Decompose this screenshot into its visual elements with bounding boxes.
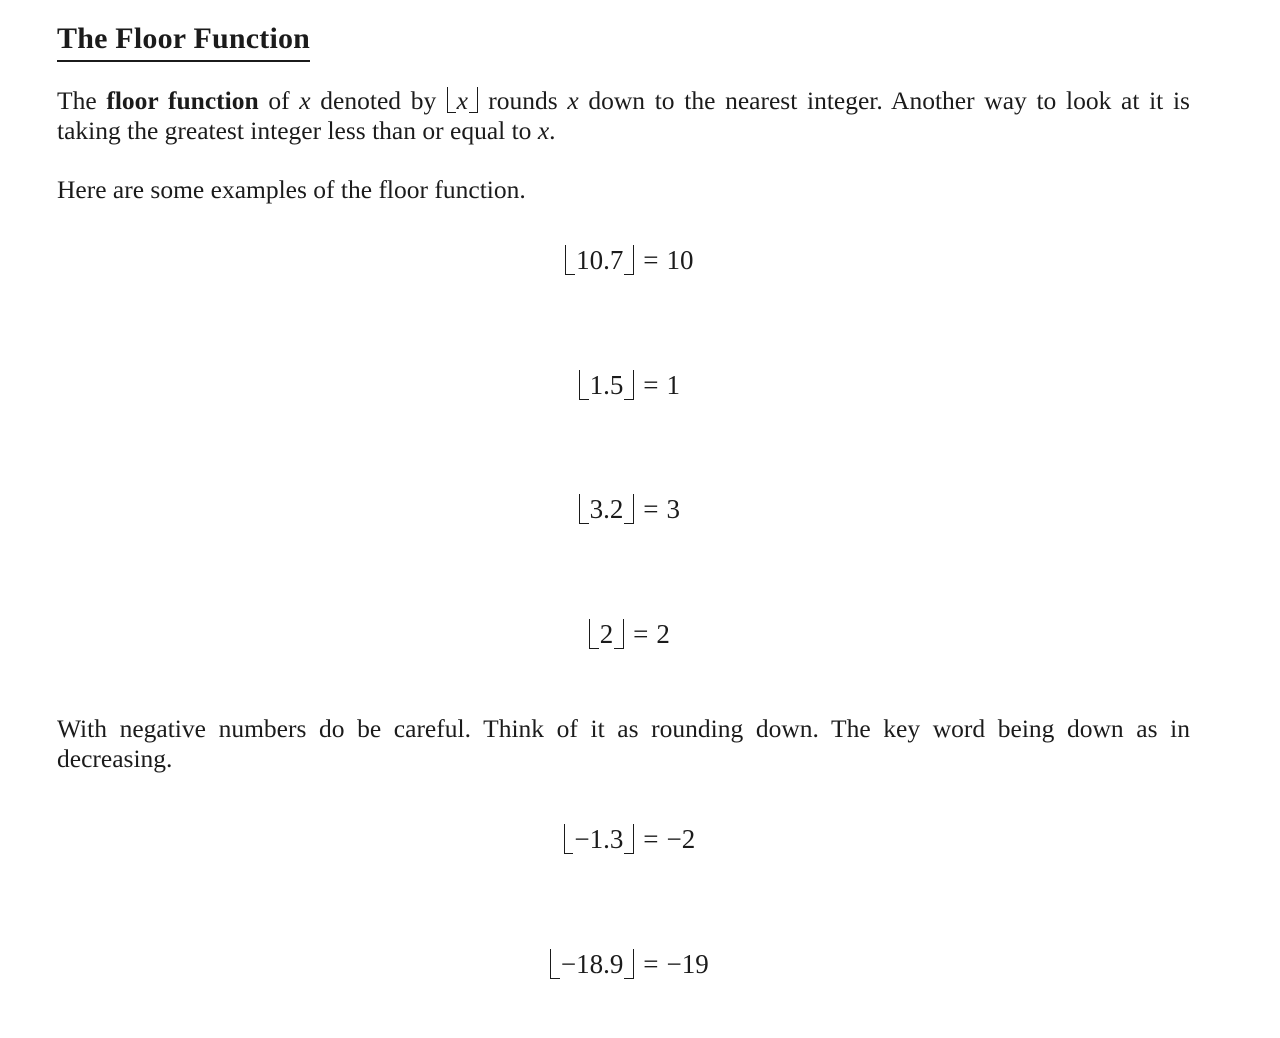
right-floor-bracket-icon <box>624 245 634 275</box>
display-equation <box>0 619 1280 649</box>
paragraph-negatives: With negative numbers do be careful. Think of it as rounding down. The key word being down as in decreasing. <box>57 714 1190 774</box>
right-floor-bracket-icon <box>624 494 634 524</box>
floor-argument: −1.3 <box>574 823 624 854</box>
display-equation <box>0 824 1280 854</box>
relation-symbol: = <box>643 948 659 979</box>
left-floor-bracket-icon <box>550 949 560 979</box>
display-equation <box>0 245 1280 275</box>
equation-content <box>549 949 709 979</box>
equation-content <box>588 619 670 649</box>
equation-result: 1 <box>666 369 681 400</box>
inline-floor-argument: x <box>456 85 468 115</box>
floor-argument: 1.5 <box>589 369 624 400</box>
equation-content <box>563 824 696 854</box>
equation-result: 3 <box>666 493 681 524</box>
right-floor-bracket-icon <box>624 949 634 979</box>
floor-notation <box>578 494 635 524</box>
floor-argument: 3.2 <box>589 493 624 524</box>
intro-text-2: of <box>258 85 300 115</box>
left-floor-bracket-icon <box>589 619 599 649</box>
intro-text-5: down to the nearest integer. Another way to look at it is taking the greatest integer less than or equal to <box>57 85 1190 145</box>
display-equation <box>0 949 1280 979</box>
left-floor-bracket-icon <box>579 494 589 524</box>
floor-argument: −18.9 <box>560 948 624 979</box>
intro-bold-term: floor function <box>106 85 259 115</box>
math-variable-x-2: x <box>567 85 579 115</box>
left-floor-bracket-icon <box>579 370 589 400</box>
floor-notation <box>564 245 635 275</box>
floor-notation <box>588 619 625 649</box>
left-floor-bracket-icon <box>564 824 574 854</box>
page-title: The Floor Function <box>57 22 310 62</box>
right-floor-bracket-icon <box>624 824 634 854</box>
floor-argument: 2 <box>599 618 614 649</box>
relation-symbol: = <box>643 823 659 854</box>
equation-content <box>578 370 680 400</box>
equation-result: −19 <box>666 948 709 979</box>
relation-symbol: = <box>643 493 659 524</box>
inline-floor-notation <box>446 86 479 116</box>
relation-symbol: = <box>633 618 649 649</box>
intro-text-4: rounds <box>478 85 568 115</box>
right-floor-bracket-icon <box>469 87 478 112</box>
paragraph-examples-lead: Here are some examples of the floor function. <box>57 175 526 205</box>
math-variable-x-3: x <box>537 115 550 145</box>
display-equation <box>0 370 1280 400</box>
math-variable-x-1: x <box>299 85 311 115</box>
floor-notation <box>549 949 635 979</box>
floor-notation <box>563 824 635 854</box>
negatives-block <box>57 714 1190 775</box>
intro-text-3: denoted by <box>310 85 446 115</box>
intro-text-6: . <box>549 115 556 145</box>
intro-text-1: The <box>57 85 107 115</box>
paragraph-intro <box>57 86 1190 147</box>
equation-result: 2 <box>656 618 670 649</box>
left-floor-bracket-icon <box>447 87 456 112</box>
relation-symbol: = <box>643 244 659 275</box>
display-equation <box>0 494 1280 524</box>
left-floor-bracket-icon <box>565 245 575 275</box>
equation-content <box>564 245 693 275</box>
relation-symbol: = <box>643 369 659 400</box>
equation-result: 10 <box>666 244 694 275</box>
equation-content <box>578 494 680 524</box>
right-floor-bracket-icon <box>614 619 624 649</box>
equation-result: −2 <box>666 823 696 854</box>
floor-argument: 10.7 <box>576 244 624 275</box>
title-row <box>57 22 1190 62</box>
right-floor-bracket-icon <box>624 370 634 400</box>
floor-notation <box>578 370 635 400</box>
